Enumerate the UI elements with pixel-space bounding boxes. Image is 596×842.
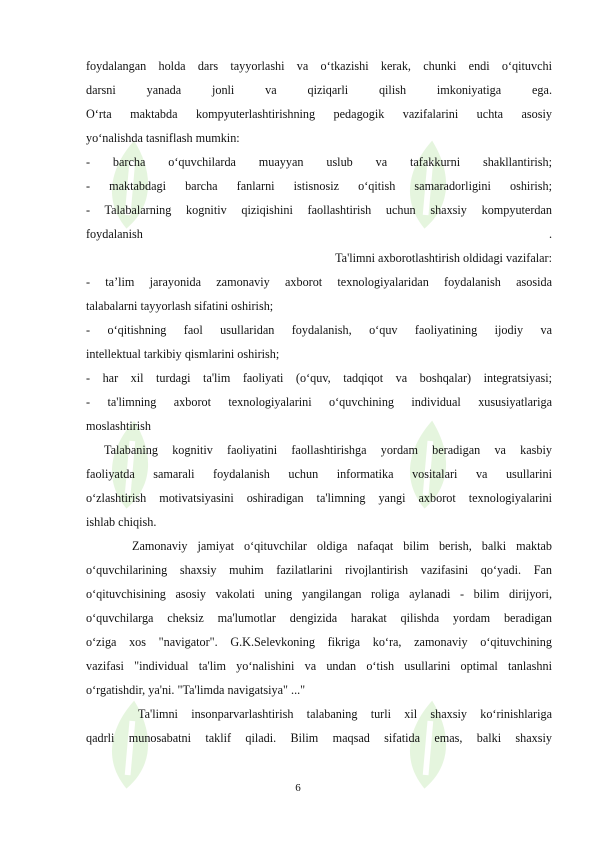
- text-line: - ta’lim jarayonida zamonaviy axborot texnologiyalaridan foydalanish asosida: [86, 275, 552, 289]
- text-line: darsni yanada jonli va qiziqarli qilish imkoniyatiga ega.: [86, 83, 552, 97]
- text-line: yo‘nalishda tasniflash mumkin:: [86, 131, 240, 145]
- text-line: o‘quvchilarga cheksiz ma'lumotlar dengizida harakat qilishda yordam beradigan: [86, 611, 552, 625]
- text-line: Talabaning kognitiv faoliyatini faollashtirishga yordam beradigan va kasbiy: [104, 443, 552, 457]
- text-line: - maktabdagi barcha fanlarni istisnosiz o‘qitish samaradorligini oshirish;: [86, 179, 552, 193]
- text-line: moslashtirish: [86, 419, 152, 433]
- text-line: vazifasi "individual ta'lim yo‘nalishini va undan o‘tish usullarini optimal tanlashni: [86, 659, 552, 673]
- text-line: o‘quvchilarining shaxsiy muhim fazilatlarini rivojlantirish vazifasini qo‘yadi. Fan: [86, 563, 552, 577]
- text-line: - o‘qitishning faol usullaridan foydalanish, o‘quv faoliyatining ijodiy va: [86, 323, 552, 337]
- text-line: - har xil turdagi ta'lim faoliyati (o‘quv, tadqiqot va boshqalar) integratsiyasi;: [86, 371, 552, 385]
- text-line: - barcha o‘quvchilarda muayyan uslub va tafakkurni shakllantirish;: [86, 155, 552, 169]
- text-line: o‘rgatishdir, ya'ni. "Ta'limda navigatsiya" ...": [86, 683, 306, 697]
- page-number: 6: [295, 782, 301, 794]
- text-line: foydalangan holda dars tayyorlashi va o‘tkazishi kerak, chunki endi o‘qituvchi: [86, 59, 552, 73]
- text-line: - Talabalarning kognitiv qiziqishini faollashtirish uchun shaxsiy kompyuterdan: [86, 203, 552, 217]
- text-line: foydalanish: [86, 227, 143, 241]
- text-line: O‘rta maktabda kompyuterlashtirishning pedagogik vazifalarini uchta asosiy: [86, 107, 552, 121]
- text-line: intellektual tarkibiy qismlarini oshirish;: [86, 347, 280, 361]
- text-line: faoliyatda samarali foydalanish uchun informatika vositalari va usullarini: [86, 467, 552, 481]
- text-line: talabalarni tayyorlash sifatini oshirish;: [86, 299, 274, 313]
- text-line: - ta'limning axborot texnologiyalarini o‘quvchining individual xususiyatlariga: [86, 395, 552, 409]
- text-line: qadrli munosabatni taklif qiladi. Bilim maqsad sifatida emas, balki shaxsiy: [86, 731, 552, 745]
- text-line: o‘zlashtirish motivatsiyasini oshiradigan ta'limning yangi axborot texnologiyalarini: [86, 491, 552, 505]
- text-line: Zamonaviy jamiyat o‘qituvchilar oldiga nafaqat bilim berish, balki maktab: [132, 539, 552, 553]
- text-line: Ta'limni insonparvarlashtirish talabaning turli xil shaxsiy ko‘rinishlariga: [138, 707, 552, 721]
- text-line: .: [548, 227, 552, 241]
- text-line: Ta'limni axborotlashtirish oldidagi vazifalar:: [335, 251, 552, 265]
- text-line: o‘ziga xos "navigator". G.K.Selevkoning fikriga ko‘ra, zamonaviy o‘qituvchining: [86, 635, 552, 649]
- text-line: ishlab chiqish.: [86, 515, 157, 529]
- text-line: o‘qituvchisining asosiy vakolati uning yangilangan roliga aylanadi - bilim dirijyori,: [86, 587, 552, 601]
